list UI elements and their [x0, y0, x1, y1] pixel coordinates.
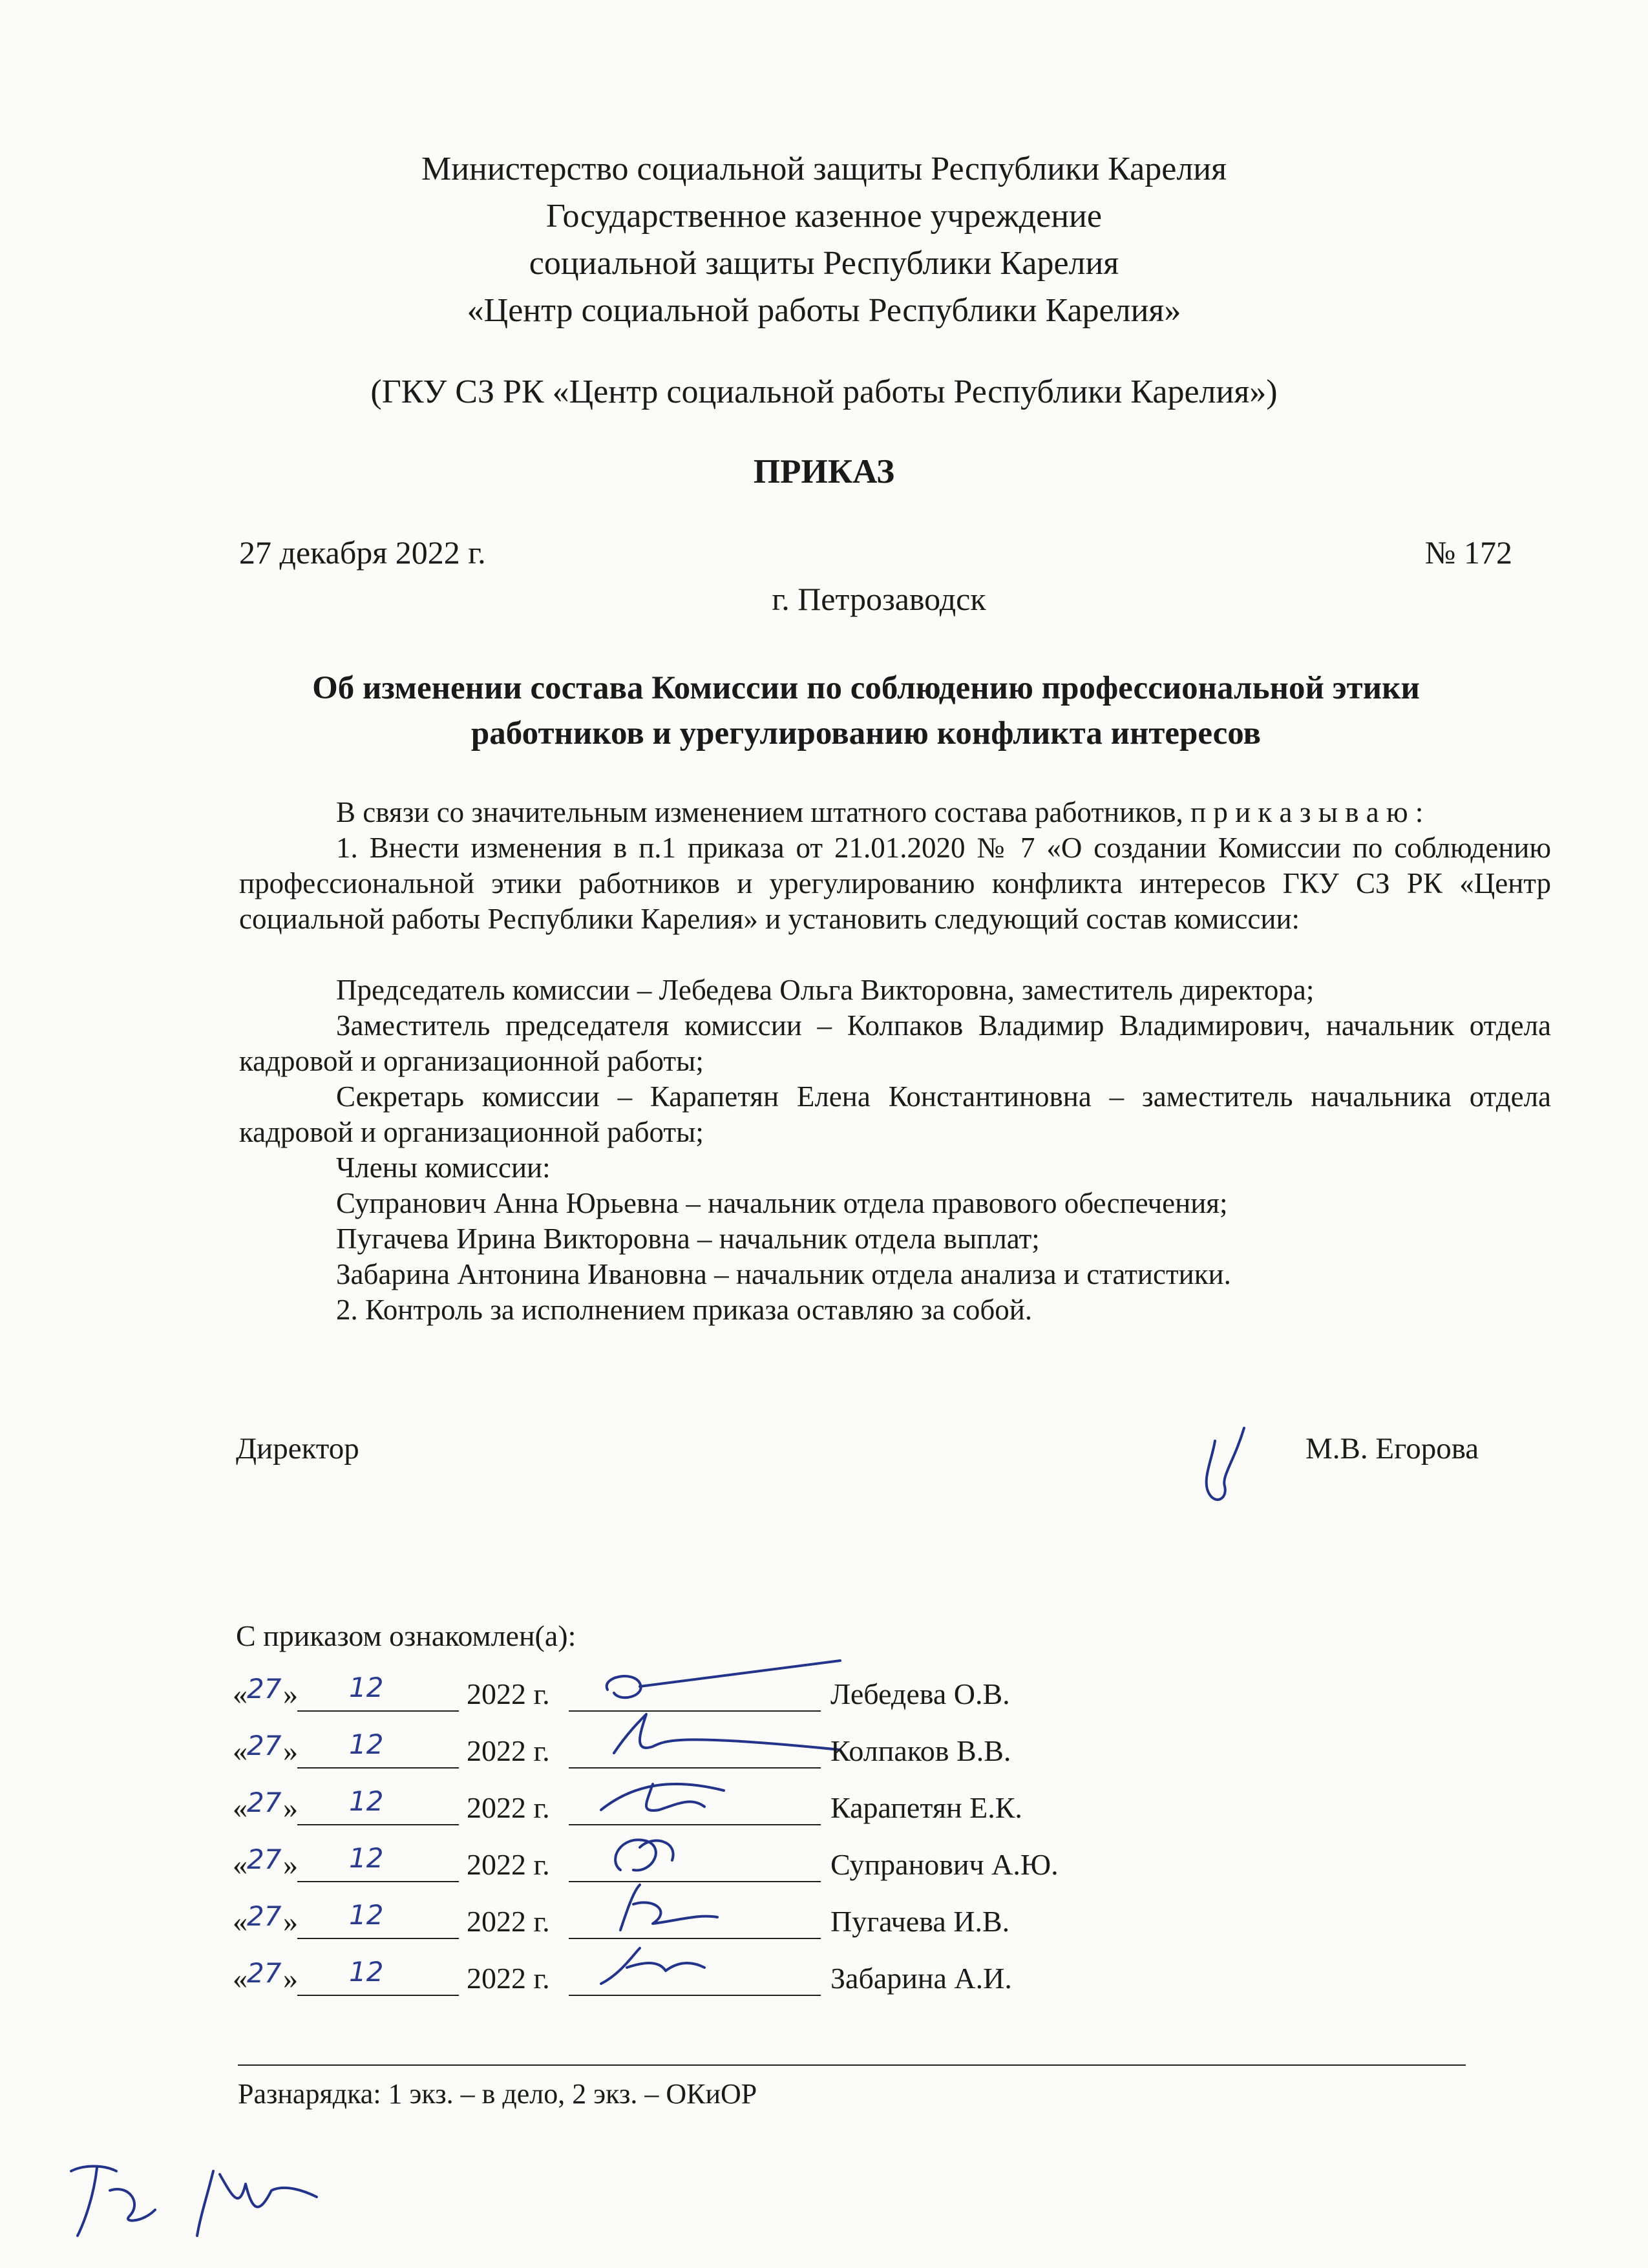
body-item-1: 1. Внести изменения в п.1 приказа от 21.01.2020 № 7 «О создании Комиссии по соблюдению профессиональной этики работников и урегулированию конфликта интересов ГКУ СЗ РК «Центр социальной работы Республики Карелия» и установить следующий состав комиссии: — [239, 832, 1551, 935]
ack-signature — [595, 1834, 853, 1886]
ack-year: 2022 г. — [467, 1791, 550, 1824]
ack-month-line — [297, 1938, 459, 1939]
ack-person-name: Забарина А.И. — [830, 1962, 1012, 1995]
org-ministry: Министерство социальной защиты Республики Карелия — [421, 151, 1227, 187]
ack-person-name: Колпаков В.В. — [830, 1734, 1011, 1767]
ack-day: 27 — [247, 1900, 282, 1932]
signer-position: Директор — [236, 1432, 359, 1465]
ack-month-line — [297, 1767, 459, 1769]
ack-close-quote: » — [283, 1962, 298, 1995]
body-members-label: Члены комиссии: — [336, 1151, 551, 1184]
subject-line-2: работников и урегулированию конфликта интересов — [470, 715, 1262, 751]
body-intro: В связи со значительным изменением штатного состава работников, п р и к а з ы в а ю : — [336, 796, 1424, 828]
ack-month-line — [297, 1710, 459, 1712]
ack-open-quote: « — [233, 1962, 248, 1995]
ack-month: 12 — [349, 1672, 384, 1703]
body-chair: Председатель комиссии – Лебедева Ольга Викторовна, заместитель директора; — [336, 974, 1315, 1006]
ack-row — [233, 1956, 1137, 2019]
ack-year: 2022 г. — [467, 1734, 550, 1767]
ack-month: 12 — [349, 1956, 384, 1988]
ack-person-name: Лебедева О.В. — [830, 1677, 1010, 1710]
ack-day: 27 — [247, 1787, 282, 1818]
ack-month: 12 — [349, 1842, 384, 1874]
ack-open-quote: « — [233, 1677, 248, 1710]
ack-person-name: Карапетян Е.К. — [830, 1791, 1022, 1824]
org-short-name: (ГКУ СЗ РК «Центр социальной работы Республики Карелия») — [370, 373, 1278, 410]
doc-date: 27 декабря 2022 г. — [239, 534, 486, 571]
ack-day: 27 — [247, 1957, 282, 1989]
ack-day: 27 — [247, 1843, 282, 1875]
ack-close-quote: » — [283, 1905, 298, 1938]
subject-line-1: Об изменении состава Комиссии по соблюдению профессиональной этики — [312, 670, 1420, 706]
ack-signature — [595, 1664, 853, 1716]
ack-close-quote: » — [283, 1848, 298, 1881]
ack-person-name: Пугачева И.В. — [830, 1905, 1010, 1938]
ack-close-quote: » — [283, 1677, 298, 1710]
ack-month-line — [297, 1995, 459, 1996]
body-member-3: Забарина Антонина Ивановна – начальник отдела анализа и статистики. — [336, 1258, 1231, 1290]
footer-divider — [238, 2064, 1466, 2066]
body-member-2: Пугачева Ирина Викторовна – начальник отдела выплат; — [336, 1223, 1040, 1255]
org-field: социальной защиты Республики Карелия — [529, 245, 1119, 282]
ack-day: 27 — [247, 1673, 282, 1705]
ack-year: 2022 г. — [467, 1905, 550, 1938]
ack-signature — [595, 1948, 853, 2000]
ack-month-line — [297, 1824, 459, 1825]
doc-number: № 172 — [1424, 534, 1512, 571]
ack-label: С приказом ознакомлен(а): — [236, 1619, 576, 1652]
doc-type: ПРИКАЗ — [753, 453, 895, 490]
ack-day: 27 — [247, 1730, 282, 1761]
director-signature — [1189, 1422, 1267, 1518]
distribution-note: Разнарядка: 1 экз. – в дело, 2 экз. – ОКиОР — [238, 2078, 757, 2110]
ack-year: 2022 г. — [467, 1677, 550, 1710]
body-member-1: Супранович Анна Юрьевна – начальник отдела правового обеспечения; — [336, 1187, 1228, 1219]
ack-month: 12 — [349, 1785, 384, 1817]
ack-open-quote: « — [233, 1848, 248, 1881]
ack-year: 2022 г. — [467, 1848, 550, 1881]
ack-signature — [595, 1891, 853, 1943]
ack-close-quote: » — [283, 1791, 298, 1824]
ack-month-line — [297, 1881, 459, 1882]
ack-year: 2022 г. — [467, 1962, 550, 1995]
ack-month: 12 — [349, 1728, 384, 1760]
org-name: «Центр социальной работы Республики Карелия» — [467, 292, 1181, 329]
org-type: Государственное казенное учреждение — [546, 198, 1102, 235]
ack-open-quote: « — [233, 1905, 248, 1938]
signer-name: М.В. Егорова — [1305, 1432, 1479, 1465]
ack-open-quote: « — [233, 1791, 248, 1824]
ack-close-quote: » — [283, 1734, 298, 1767]
ack-signature — [595, 1778, 853, 1829]
body-deputy: Заместитель председателя комиссии – Колпаков Владимир Владимирович, начальник отдела кадровой и организационной работы; — [239, 1009, 1551, 1077]
body-item-2: 2. Контроль за исполнением приказа оставляю за собой. — [336, 1294, 1033, 1326]
ack-person-name: Супранович А.Ю. — [830, 1848, 1059, 1881]
ack-open-quote: « — [233, 1734, 248, 1767]
ack-month: 12 — [349, 1899, 384, 1931]
body-secretary: Секретарь комиссии – Карапетян Елена Константиновна – заместитель начальника отдела кадровой и организационной работы; — [239, 1080, 1551, 1148]
bottom-initials-signature — [58, 2145, 330, 2249]
doc-city: г. Петрозаводск — [772, 581, 986, 617]
ack-signature — [595, 1721, 853, 1772]
